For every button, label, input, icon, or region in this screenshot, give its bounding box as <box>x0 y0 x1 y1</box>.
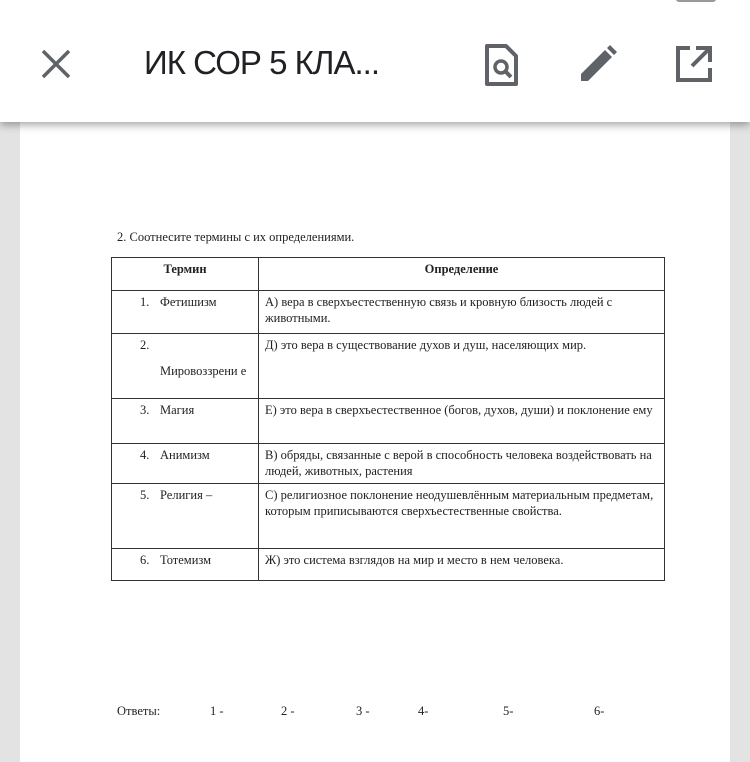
open-external-icon[interactable] <box>674 44 714 84</box>
answer-slot: 2 - <box>281 704 295 718</box>
term-text: Фетишизм <box>160 295 217 309</box>
term-number: 2. <box>140 338 150 352</box>
term-text: Тотемизм <box>160 553 212 567</box>
term-text: Магия <box>160 403 195 417</box>
term-number: 3. <box>140 403 150 417</box>
term-text: Религия – <box>160 488 213 502</box>
term-cell <box>112 399 259 444</box>
table-row <box>112 484 665 549</box>
task-heading: 2. Соотнесите термины с их определениями. <box>117 230 355 244</box>
term-number: 4. <box>140 448 150 462</box>
answer-slot: 5- <box>503 704 514 718</box>
definition-cell: Е) это вера в сверхъестественное (богов, духов, души) и поклонение ему <box>259 399 665 444</box>
term-cell <box>112 484 259 549</box>
document-title: ИК СОР 5 КЛА... <box>144 44 379 81</box>
answers-label: Ответы: <box>117 704 161 718</box>
answer-slot: 3 - <box>356 704 370 718</box>
definition-cell: С) религиозное поклонение неодушевлённым материальным предметам, которым приписываются сверхъестественные свойства. <box>259 484 665 549</box>
pencil-icon[interactable] <box>578 44 618 84</box>
term-number: 6. <box>140 553 150 567</box>
term-cell <box>112 334 259 399</box>
definition-cell: Д) это вера в существование духов и душ, населяющих мир. <box>259 334 665 399</box>
answer-slot: 4- <box>418 704 429 718</box>
term-text: Анимизм <box>160 448 210 462</box>
status-indicator <box>676 0 716 2</box>
table-row <box>112 334 665 399</box>
table-row <box>112 444 665 484</box>
table-header <box>112 258 665 291</box>
term-cell <box>112 291 259 334</box>
header-term: Термин <box>112 258 259 291</box>
term-text: Мировоззрени е <box>160 364 247 378</box>
term-cell <box>112 549 259 581</box>
definition-cell: В) обряды, связанные с верой в способность человека воздействовать на людей, животных, растения <box>259 444 665 484</box>
table-row <box>112 399 665 444</box>
answer-slot: 1 - <box>210 704 224 718</box>
definition-cell: Ж) это система взглядов на мир и место в нем человека. <box>259 549 665 581</box>
term-cell <box>112 444 259 484</box>
table-row <box>112 291 665 334</box>
matching-table <box>111 257 665 581</box>
term-number: 1. <box>140 295 150 309</box>
top-app-bar <box>0 0 750 122</box>
term-number: 5. <box>140 488 150 502</box>
table-row <box>112 549 665 581</box>
close-icon[interactable] <box>36 44 76 84</box>
header-definition: Определение <box>259 258 665 291</box>
answer-slot: 6- <box>594 704 605 718</box>
definition-cell: А) вера в сверхъестественную связь и кровную близость людей с животными. <box>259 291 665 334</box>
search-document-icon[interactable] <box>482 44 522 84</box>
